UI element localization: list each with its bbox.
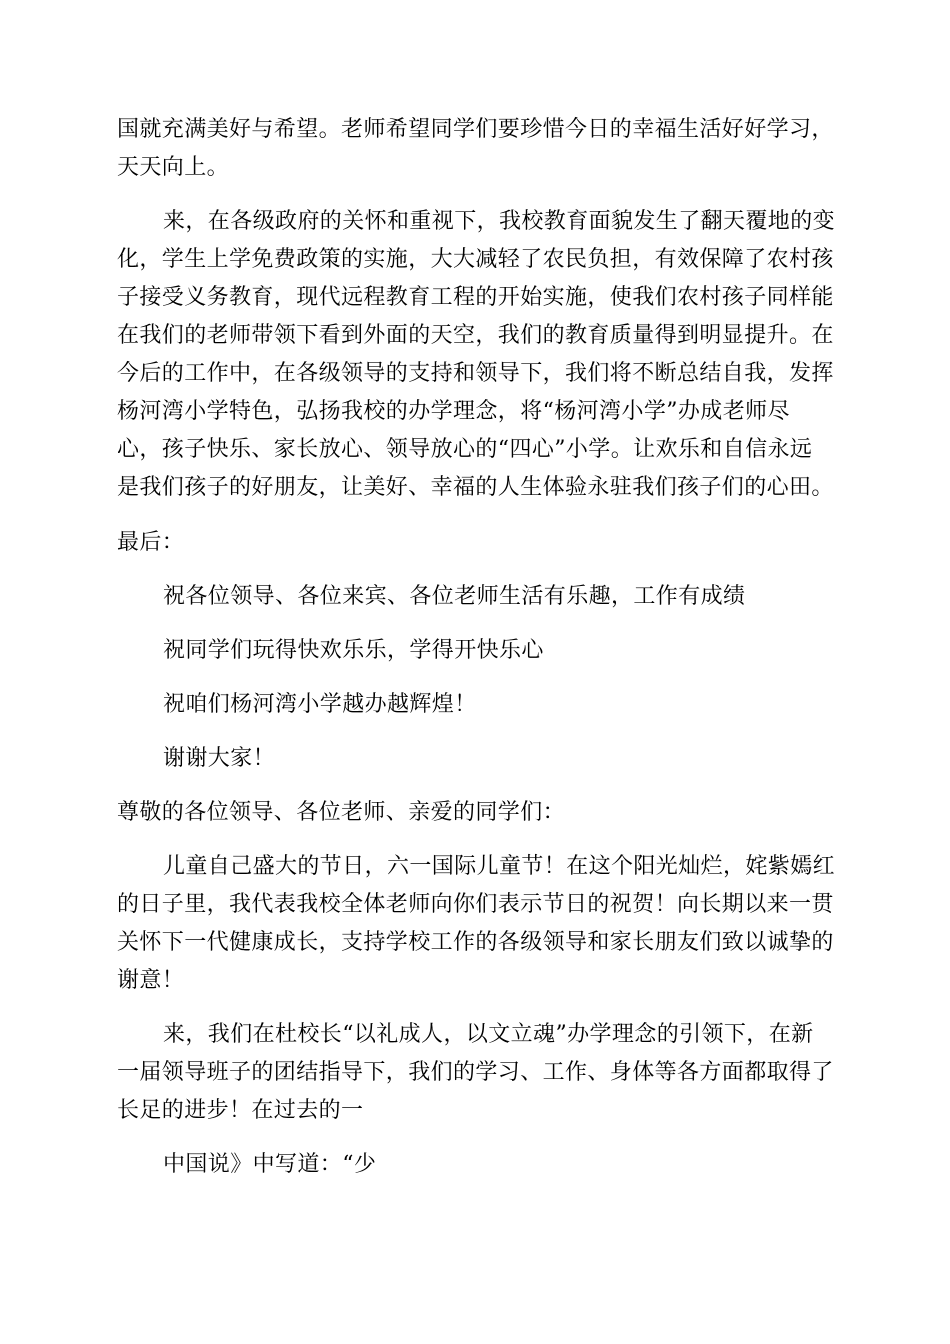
text-line: 是我们孩子的好朋友，让美好、幸福的人生体验永驻我们孩子们的心田。 [117,475,834,500]
paragraph-first-line: 儿童自己盛大的节日，六一国际儿童节！在这个阳光灿烂，姹紫嫣红 [163,854,836,879]
text-line: 在我们的老师带领下看到外面的天空，我们的教育质量得到明显提升。在 [117,323,834,348]
text-line: 一届领导班子的团结指导下，我们的学习、工作、身体等各方面都取得了 [117,1060,834,1085]
wish-line: 祝各位领导、各位来宾、各位老师生活有乐趣，工作有成绩 [163,584,746,609]
paragraph-first-line: 来，在各级政府的关怀和重视下，我校教育面貌发生了翻天覆地的变 [163,209,836,234]
paragraph-first-line: 来，我们在杜校长“以礼成人，以文立魂”办学理念的引领下，在新 [163,1022,814,1047]
wish-line: 祝同学们玩得快欢乐乐，学得开快乐心 [163,638,544,663]
text-line: 杨河湾小学特色，弘扬我校的办学理念，将“杨河湾小学”办成老师尽 [117,399,790,424]
thanks-line: 谢谢大家！ [163,746,276,771]
text-line: 化，学生上学免费政策的实施，大大减轻了农民负担，有效保障了农村孩 [117,247,834,272]
text-line: 天天向上。 [117,155,230,180]
text-line: 的日子里，我代表我校全体老师向你们表示节日的祝贺！向长期以来一贯 [117,892,834,917]
paragraph-first-line: 中国说》中写道：“少 [163,1152,377,1177]
text-line: 今后的工作中，在各级领导的支持和领导下，我们将不断总结自我，发挥 [117,361,834,386]
text-line: 国就充满美好与希望。老师希望同学们要珍惜今日的幸福生活好好学习， [117,117,834,142]
salutation: 尊敬的各位领导、各位老师、亲爱的同学们： [117,800,566,825]
wish-line: 祝咱们杨河湾小学越办越辉煌！ [163,692,477,717]
text-line: 心，孩子快乐、家长放心、领导放心的“四心”小学。让欢乐和自信永远 [117,437,813,462]
text-line: 谢意！ [117,968,185,993]
closing-heading: 最后： [117,530,185,555]
text-line: 子接受义务教育，现代远程教育工程的开始实施，使我们农村孩子同样能 [117,285,834,310]
text-line: 关怀下一代健康成长，支持学校工作的各级领导和家长朋友们致以诚挚的 [117,930,834,955]
text-line: 长足的进步！在过去的一 [117,1098,364,1123]
